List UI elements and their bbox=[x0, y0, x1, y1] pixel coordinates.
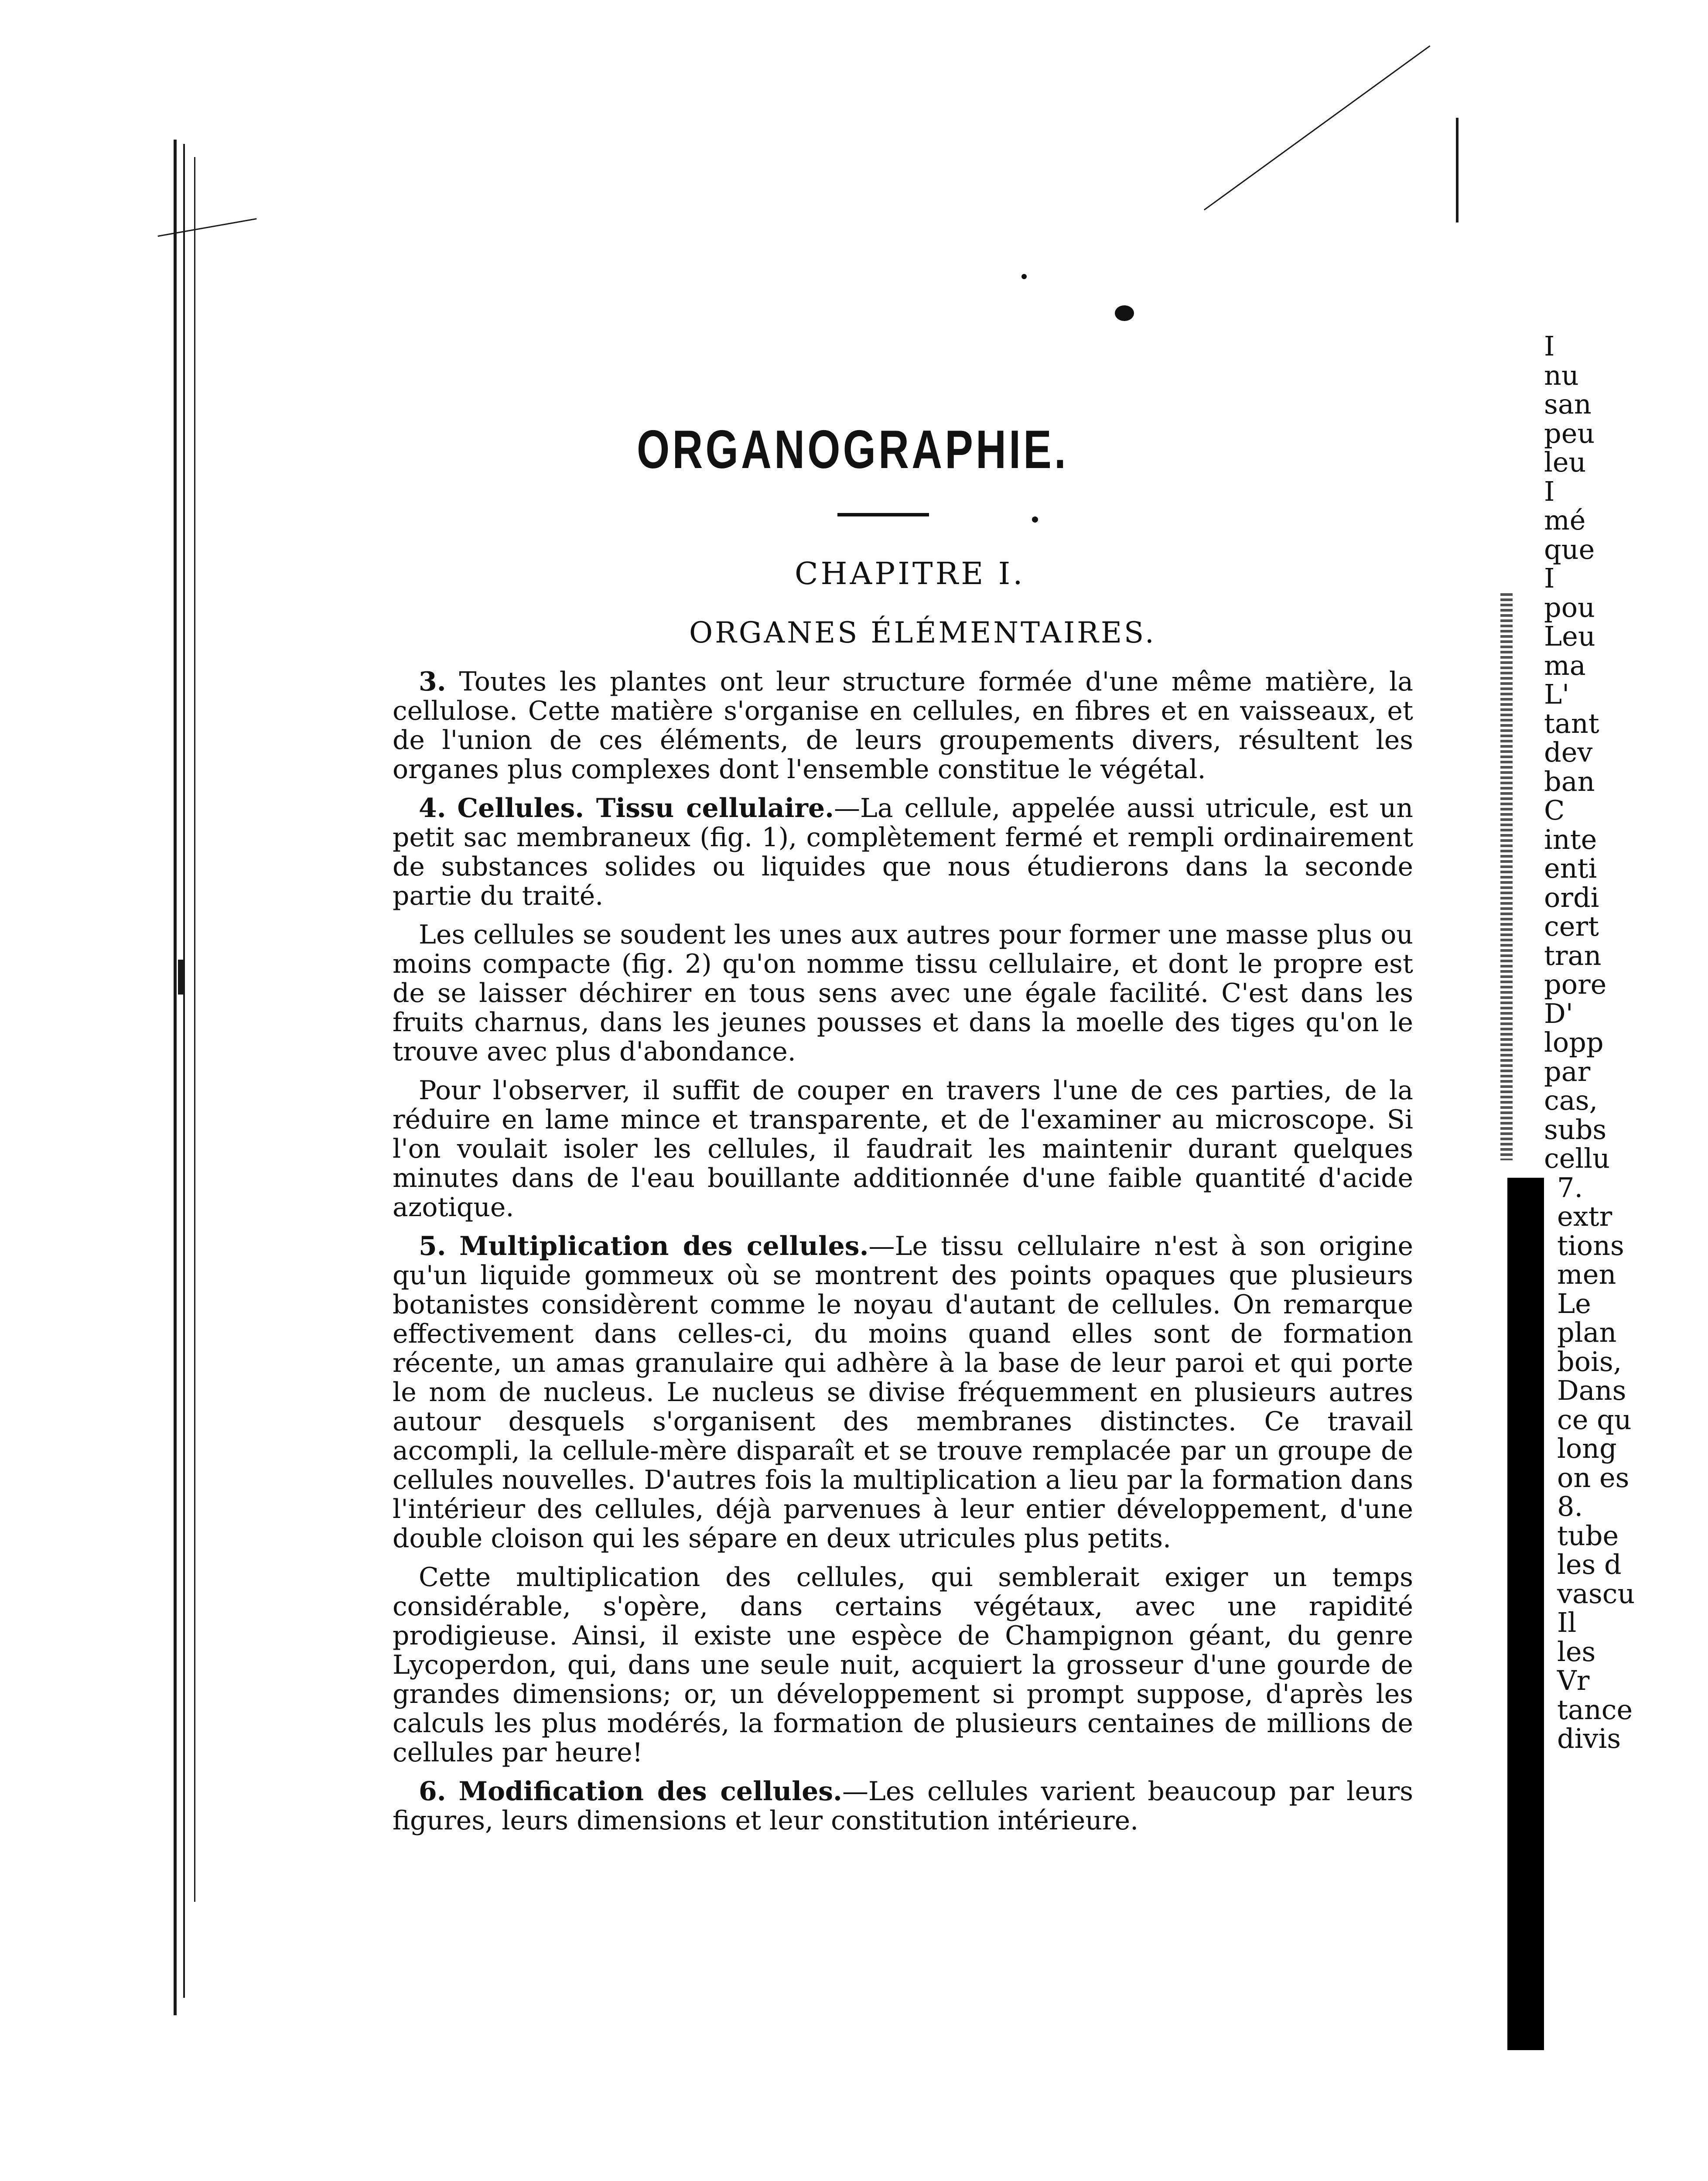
next-page-fragment: que bbox=[1544, 533, 1595, 565]
paragraph bbox=[393, 1777, 1413, 1836]
next-page-fragment: ce qu bbox=[1557, 1403, 1632, 1436]
next-page-fragment: tance bbox=[1557, 1693, 1633, 1726]
next-page-fragment: cellu bbox=[1544, 1142, 1610, 1174]
next-page-fragment: cert bbox=[1544, 910, 1599, 942]
section-number: 3. bbox=[419, 667, 446, 697]
next-page-fragment: dev bbox=[1544, 736, 1593, 768]
next-page-fragment: tube bbox=[1557, 1519, 1619, 1552]
section-heading: Cellules. Tissu cellulaire. bbox=[457, 793, 834, 824]
paragraph-text: Pour l'observer, il suffit de couper en travers l'une de ces parties, de la réduire en lame mince et transparente, et de l'examiner au microscope. Si l'on voulait isoler les cellules, il faudrait les maintenir durant quelques minutes dans de l'eau bouillante additionnée d'une faible quantité d'acide azotique. bbox=[393, 1075, 1413, 1223]
next-page-fragment: pore bbox=[1544, 968, 1607, 1000]
next-page-fragment: D' bbox=[1544, 997, 1573, 1029]
next-page-fragment: men bbox=[1557, 1258, 1616, 1290]
next-page-fragment: subs bbox=[1544, 1113, 1607, 1145]
section-heading: Modification des cellules. bbox=[458, 1776, 842, 1807]
next-page-fragment: long bbox=[1557, 1432, 1617, 1464]
chapter-heading: CHAPITRE I. bbox=[795, 556, 1025, 591]
next-page-fragment: tant bbox=[1544, 707, 1599, 739]
next-page-fragment: 7. bbox=[1557, 1171, 1583, 1203]
next-page-fragment: mé bbox=[1544, 504, 1586, 536]
next-page-fragment: Dans bbox=[1557, 1374, 1626, 1406]
next-page-fragment: leu bbox=[1544, 446, 1586, 478]
paragraph-text: Toutes les plantes ont leur structure formée d'une même matière, la cellulose. Cette matière s'organise en cellules, en fibres et en vaisseaux, et de l'union de ces éléments, de leurs groupements divers, résultent les organes plus complexes dont l'ensemble constitue le végétal. bbox=[393, 667, 1413, 785]
next-page-fragment: ban bbox=[1544, 765, 1595, 797]
page-gutter bbox=[1500, 593, 1513, 1160]
paragraph-text: —La cellule, appelée aussi utricule, est un petit sac membraneux (fig. 1), complètement fermé et rempli ordinairement de substances solides ou liquides que nous étudierons dans la seconde partie du traité. bbox=[393, 793, 1413, 911]
page-title: ORGANOGRAPHIE. bbox=[637, 420, 1069, 480]
scan-edge-line bbox=[174, 140, 177, 2015]
section-number: 5. bbox=[419, 1231, 446, 1261]
next-page-fragment: lopp bbox=[1544, 1026, 1604, 1058]
next-page-fragment: Leu bbox=[1544, 620, 1595, 652]
next-page-fragment: nu bbox=[1544, 359, 1579, 391]
next-page-fragment: 8. bbox=[1557, 1490, 1583, 1522]
next-page-fragment: tions bbox=[1557, 1229, 1624, 1261]
next-page-fragment: ma bbox=[1544, 649, 1586, 681]
scan-edge-line bbox=[194, 157, 195, 1902]
ink-blot bbox=[1115, 305, 1134, 321]
section-number: 4. bbox=[419, 793, 446, 824]
next-page-fragment: tran bbox=[1544, 939, 1602, 971]
next-page-fragment: san bbox=[1544, 388, 1592, 420]
scan-edge-line bbox=[157, 218, 256, 237]
paragraph bbox=[393, 1076, 1413, 1222]
next-page-fragment: Le bbox=[1557, 1287, 1591, 1320]
paragraph bbox=[393, 920, 1413, 1067]
section-heading: Multiplication des cellules. bbox=[459, 1231, 869, 1261]
next-page-fragment: cas, bbox=[1544, 1084, 1598, 1116]
body-text bbox=[393, 667, 1413, 1845]
scan-edge-line bbox=[178, 960, 183, 995]
page-gutter-shadow bbox=[1507, 1178, 1544, 2050]
next-page-fragment: divis bbox=[1557, 1723, 1621, 1754]
paragraph bbox=[393, 794, 1413, 911]
next-page-fragment: enti bbox=[1544, 852, 1597, 884]
scan-edge-line bbox=[183, 144, 185, 1998]
next-page-fragment: vascu bbox=[1557, 1577, 1635, 1610]
paragraph-text: Les cellules se soudent les unes aux autres pour former une masse plus ou moins compacte (fig. 2) qu'on nomme tissu cellulaire, et dont le propre est de se laisser déchirer en tous sens avec une égale facilité. C'est dans les fruits charnus, dans les jeunes pousses et dans la moelle des tiges qu'on le trouve avec plus d'abondance. bbox=[393, 920, 1413, 1067]
next-page-fragment: les d bbox=[1557, 1549, 1622, 1580]
next-page-fragment: I bbox=[1544, 330, 1555, 362]
chapter-subtitle: ORGANES ÉLÉMENTAIRES. bbox=[689, 616, 1156, 650]
next-page-fragment: plan bbox=[1557, 1316, 1617, 1348]
paragraph-text: Cette multiplication des cellules, qui semblerait exiger un temps considérable, s'opère, dans certains végétaux, avec une rapidité prodigieuse. Ainsi, il existe une espèce de Champignon géant, du genre Lycoperdon, qui, dans une seule nuit, acquiert la grosseur d'une gourde de grandes dimensions; or, un développement si prompt suppose, d'après les calculs les plus modérés, la formation de plusieurs centaines de millions de cellules par heure! bbox=[393, 1562, 1413, 1768]
title-rule bbox=[837, 513, 929, 516]
next-page-fragment: I bbox=[1544, 562, 1555, 594]
section-number: 6. bbox=[419, 1776, 446, 1807]
rule-dot bbox=[1032, 516, 1038, 523]
paragraph-text: —Les cellules varient beaucoup par leurs figures, leurs dimensions et leur constitution intérieure. bbox=[393, 1776, 1413, 1836]
next-page-fragment: L' bbox=[1544, 678, 1570, 710]
paragraph-text: —Le tissu cellulaire n'est à son origine qu'un liquide gommeux où se montrent des points opaques que plusieurs botanistes considèrent comme le noyau d'autant de cellules. On remarque effectivement dans celles-ci, du moins quand elles sont de formation récente, un amas granulaire qui adhère à la base de leur paroi et qui porte le nom de nucleus. Le nucleus se divise fréquemment en plusieurs autres autour desquels s'organisent des membranes distinctes. Ce travail accompli, la cellule-mère disparaît et se trouve remplacée par un groupe de cellules nouvelles. D'autres fois la multiplication a lieu par la formation dans l'intérieur des cellules, déjà parvenues à leur entier développement, d'une double cloison qui les sépare en deux utricules plus petits. bbox=[393, 1231, 1413, 1554]
next-page-fragment: inte bbox=[1544, 823, 1597, 855]
scan-diagonal-line bbox=[1204, 45, 1431, 211]
next-page-fragment: peu bbox=[1544, 417, 1595, 449]
scan-edge-line bbox=[1456, 118, 1459, 222]
ink-speck bbox=[1021, 274, 1027, 279]
next-page-fragment: par bbox=[1544, 1055, 1591, 1087]
next-page-fragment: ordi bbox=[1544, 881, 1599, 913]
next-page-fragment: Il bbox=[1557, 1607, 1577, 1638]
next-page-fragment: C bbox=[1544, 794, 1565, 826]
paragraph bbox=[393, 667, 1413, 784]
next-page-fragment: extr bbox=[1557, 1200, 1612, 1232]
next-page-fragment: Vr bbox=[1557, 1665, 1590, 1696]
next-page-fragment: on es bbox=[1557, 1461, 1629, 1494]
paragraph bbox=[393, 1232, 1413, 1553]
paragraph bbox=[393, 1563, 1413, 1767]
next-page-fragment: I bbox=[1544, 475, 1555, 507]
next-page-fragment: pou bbox=[1544, 591, 1595, 623]
next-page-fragment: les bbox=[1557, 1635, 1596, 1668]
next-page-fragment: bois, bbox=[1557, 1345, 1622, 1378]
